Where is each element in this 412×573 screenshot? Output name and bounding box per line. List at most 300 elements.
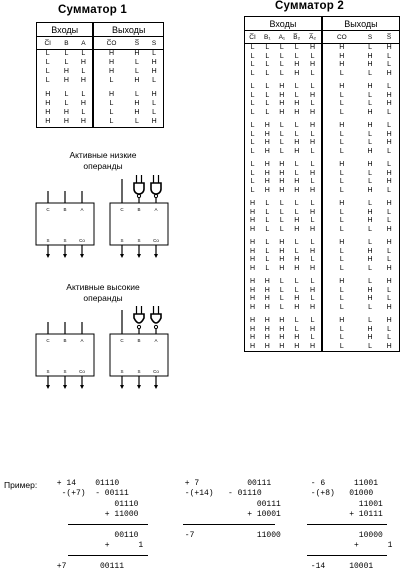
- gate-icon: [134, 314, 144, 323]
- table-cell: L: [265, 61, 270, 68]
- table-cell: L: [322, 170, 361, 179]
- arrow-icon: [63, 385, 67, 389]
- table-row: [245, 326, 400, 335]
- table-cell: L: [279, 139, 284, 146]
- table-cell: H: [250, 247, 256, 255]
- table-row: [245, 122, 400, 131]
- table-cell: L: [310, 217, 315, 224]
- table-cell: H: [294, 69, 300, 77]
- table-cell: L: [265, 100, 270, 107]
- example-line: -(+7) - 00111: [52, 489, 129, 499]
- table-cell: L: [322, 217, 361, 226]
- table-cell: H: [279, 169, 285, 177]
- table-cell: H: [310, 44, 316, 51]
- table-cell: L: [81, 109, 86, 116]
- table-cell: L: [279, 52, 284, 60]
- table-cell: H: [264, 286, 270, 294]
- table-cell: L: [279, 147, 284, 155]
- table-cell: L: [45, 50, 50, 57]
- example-column-2: [180, 479, 281, 541]
- table-cell: H: [367, 325, 373, 333]
- adder1-inputs-header: Входы: [37, 23, 94, 37]
- example-line: [52, 552, 143, 562]
- table-row: [245, 178, 400, 187]
- table-cell: H: [386, 178, 392, 185]
- table-cell: H: [264, 178, 270, 185]
- table-cell: H: [250, 317, 256, 324]
- adder2-inputs-header: Входы: [245, 17, 322, 31]
- table-cell: L: [64, 59, 69, 66]
- table-cell: L: [250, 52, 255, 60]
- table-cell: H: [63, 68, 69, 75]
- table-cell: H: [310, 122, 316, 129]
- chip-pin-label: S: [137, 238, 141, 243]
- table-cell: H: [310, 208, 316, 216]
- table-cell: H: [367, 161, 373, 168]
- table-cell: L: [310, 256, 315, 263]
- table-cell: H: [386, 342, 392, 350]
- arrow-icon: [63, 254, 67, 258]
- table-cell: H: [322, 61, 361, 70]
- table-row: [245, 131, 400, 140]
- table-row: [245, 256, 400, 265]
- table-cell: H: [63, 109, 69, 116]
- table-cell: H: [310, 139, 316, 146]
- table-cell: L: [387, 161, 392, 168]
- arrow-icon: [137, 254, 141, 258]
- table-cell: L: [368, 317, 372, 324]
- table-cell: H: [279, 100, 285, 107]
- table-cell: L: [294, 122, 299, 129]
- table-row: [37, 68, 164, 77]
- table-cell: H: [294, 334, 300, 341]
- table-cell: L: [294, 247, 299, 255]
- table-cell: L: [250, 169, 255, 177]
- table-cell: L: [152, 77, 157, 84]
- table-cell: H: [279, 178, 285, 185]
- table-cell: H: [151, 59, 157, 66]
- table-cell: L: [387, 186, 392, 194]
- table-cell: L: [322, 304, 361, 318]
- table-cell: L: [265, 108, 270, 116]
- table-cell: H: [367, 256, 373, 263]
- table-row: [37, 59, 164, 68]
- active-low-circuit: [30, 175, 180, 270]
- table-cell: H: [264, 317, 270, 324]
- table-cell: L: [322, 139, 361, 148]
- table-cell: H: [45, 100, 51, 107]
- table-cell: L: [322, 100, 361, 109]
- table-cell: H: [93, 59, 128, 68]
- active-high-circuit: [30, 306, 180, 401]
- table-cell: L: [294, 286, 299, 294]
- example-column-1: [52, 479, 143, 573]
- table-row: [245, 61, 400, 70]
- arrow-icon: [120, 254, 124, 258]
- example-line: 10000: [306, 531, 383, 541]
- table-cell: L: [294, 317, 299, 324]
- table-cell: H: [367, 295, 373, 302]
- table-cell: H: [322, 278, 361, 287]
- table-cell: H: [279, 325, 285, 333]
- table-row: [245, 187, 400, 201]
- table-cell: L: [265, 44, 270, 51]
- table-cell: H: [322, 239, 361, 248]
- table-cell: H: [294, 256, 300, 263]
- table-cell: H: [294, 186, 300, 194]
- adder1-column-header: A: [74, 37, 93, 50]
- table-row: [245, 248, 400, 257]
- table-cell: L: [368, 130, 372, 138]
- table-cell: L: [322, 131, 361, 140]
- table-cell: L: [322, 287, 361, 296]
- table-cell: H: [386, 69, 392, 77]
- table-cell: L: [322, 248, 361, 257]
- table-cell: L: [294, 239, 299, 246]
- table-cell: H: [322, 44, 361, 53]
- table-row: [245, 100, 400, 109]
- table-cell: L: [368, 178, 372, 185]
- table-cell: L: [279, 208, 284, 216]
- table-cell: L: [387, 208, 392, 216]
- table-cell: L: [368, 91, 372, 99]
- adder1-outputs-header: Выходы: [93, 23, 163, 37]
- table-row: [245, 83, 400, 92]
- table-cell: L: [250, 91, 255, 99]
- table-cell: L: [250, 130, 255, 138]
- table-row: [37, 91, 164, 100]
- table-cell: H: [310, 286, 316, 294]
- table-cell: L: [93, 118, 128, 128]
- table-cell: L: [265, 91, 270, 99]
- table-cell: L: [134, 68, 139, 75]
- table-cell: L: [134, 91, 139, 98]
- table-cell: L: [310, 161, 315, 168]
- table-cell: H: [250, 208, 256, 216]
- table-cell: L: [265, 217, 270, 224]
- chip-pin-label: A: [154, 207, 158, 212]
- table-cell: H: [294, 264, 300, 272]
- table-row: [245, 170, 400, 179]
- table-row: [245, 92, 400, 101]
- example-line: -(+14) - 01110: [180, 489, 262, 499]
- table-cell: H: [93, 68, 128, 77]
- example-line: + 1: [306, 541, 393, 551]
- table-cell: L: [265, 69, 270, 77]
- table-cell: H: [250, 286, 256, 294]
- table-cell: L: [294, 161, 299, 168]
- table-cell: L: [322, 343, 361, 352]
- table-cell: H: [279, 334, 285, 341]
- adder2-column-header: B₁: [260, 31, 275, 44]
- table-cell: L: [387, 52, 392, 60]
- table-row: [245, 304, 400, 318]
- table-cell: L: [279, 44, 284, 51]
- chip-pin-label: C: [120, 207, 124, 212]
- table-cell: L: [368, 139, 372, 146]
- table-cell: L: [81, 50, 86, 57]
- table-cell: H: [250, 256, 256, 263]
- table-cell: H: [250, 264, 256, 272]
- example-label: Пример:: [4, 480, 38, 490]
- example-line: -14 10001: [306, 562, 374, 572]
- inversion-bubble-icon: [154, 325, 157, 328]
- example-line: + 7 00111: [180, 479, 272, 488]
- table-cell: L: [265, 225, 270, 233]
- table-row: [245, 226, 400, 240]
- table-cell: H: [264, 334, 270, 341]
- table-cell: H: [264, 147, 270, 155]
- table-cell: L: [250, 147, 255, 155]
- table-cell: L: [368, 44, 372, 51]
- table-cell: H: [322, 53, 361, 62]
- table-cell: H: [264, 295, 270, 302]
- arrow-icon: [46, 385, 50, 389]
- table-cell: H: [367, 217, 373, 224]
- table-cell: L: [310, 147, 315, 155]
- table-row: [245, 287, 400, 296]
- table-cell: L: [387, 61, 392, 68]
- table-cell: L: [368, 278, 372, 285]
- table-cell: H: [250, 278, 256, 285]
- table-cell: L: [322, 70, 361, 84]
- adder2-column-header: S: [361, 31, 379, 44]
- table-cell: L: [279, 295, 284, 302]
- chip-pin-label: S: [137, 369, 141, 374]
- example-column-3: [306, 479, 392, 573]
- table-row: [245, 44, 400, 53]
- table-cell: L: [294, 325, 299, 333]
- chip-pin-label: A: [80, 207, 84, 212]
- table-cell: L: [93, 77, 128, 91]
- table-cell: L: [322, 265, 361, 279]
- table-cell: L: [368, 225, 372, 233]
- table-cell: H: [310, 342, 316, 350]
- table-cell: L: [279, 61, 284, 68]
- table-cell: H: [279, 264, 285, 272]
- table-cell: L: [368, 100, 372, 107]
- table-cell: H: [367, 122, 373, 129]
- table-cell: H: [250, 303, 256, 311]
- chip-pin-label: Co: [79, 238, 85, 243]
- table-cell: H: [80, 100, 86, 107]
- table-row: [37, 109, 164, 118]
- active-low-caption: [48, 150, 158, 172]
- table-cell: H: [310, 169, 316, 177]
- table-cell: L: [387, 247, 392, 255]
- table-row: [245, 317, 400, 326]
- inversion-bubble-icon: [154, 194, 157, 197]
- table-cell: L: [279, 122, 284, 129]
- table-cell: L: [387, 217, 392, 224]
- arrow-icon: [46, 254, 50, 258]
- example-line: + 14 01110: [52, 479, 120, 488]
- table-cell: L: [387, 256, 392, 263]
- table-cell: L: [310, 317, 315, 324]
- chip-pin-label: B: [63, 207, 67, 212]
- table-cell: H: [310, 186, 316, 194]
- example-line: + 10111: [306, 510, 383, 520]
- table-cell: H: [310, 108, 316, 116]
- table-row: [37, 50, 164, 60]
- table-cell: L: [279, 130, 284, 138]
- table-cell: L: [310, 200, 315, 207]
- table-cell: L: [265, 52, 270, 60]
- example-line: +7 00111: [52, 562, 125, 572]
- table-cell: H: [264, 161, 270, 168]
- table-cell: L: [294, 83, 299, 90]
- chip-pin-label: S: [63, 369, 67, 374]
- table-cell: L: [265, 239, 270, 246]
- table-cell: H: [134, 100, 140, 107]
- chip-pin-label: C: [46, 338, 50, 343]
- example-line: -7 11000: [180, 531, 281, 541]
- table-cell: L: [45, 68, 50, 75]
- gate-icon: [151, 314, 161, 323]
- table-cell: L: [64, 100, 69, 107]
- chip-pin-label: B: [63, 338, 67, 343]
- table-row: [245, 209, 400, 218]
- example-rule: [307, 524, 387, 525]
- table-row: [245, 278, 400, 287]
- inversion-bubble-icon: [137, 325, 140, 328]
- table-cell: L: [387, 122, 392, 129]
- adder1-column-header: B: [58, 37, 74, 50]
- table-cell: H: [264, 169, 270, 177]
- table-cell: H: [279, 342, 285, 350]
- table-cell: L: [279, 217, 284, 224]
- table-cell: L: [310, 100, 315, 107]
- table-cell: H: [386, 225, 392, 233]
- table-cell: L: [322, 109, 361, 123]
- table-cell: L: [322, 295, 361, 304]
- table-cell: H: [386, 264, 392, 272]
- table-cell: H: [250, 217, 256, 224]
- active-high-caption-line1: Активные высокие: [66, 282, 140, 292]
- table-cell: L: [294, 44, 299, 51]
- table-cell: L: [279, 225, 284, 233]
- chip-pin-label: S: [46, 238, 50, 243]
- table-cell: H: [294, 147, 300, 155]
- table-cell: H: [322, 122, 361, 131]
- example-line: 11001: [306, 499, 383, 509]
- table-cell: H: [386, 303, 392, 311]
- table-cell: L: [310, 295, 315, 302]
- adder2-column-header: A̅₂: [304, 31, 321, 44]
- table-cell: H: [264, 325, 270, 333]
- table-cell: L: [368, 69, 372, 77]
- table-cell: H: [310, 247, 316, 255]
- table-row: [245, 70, 400, 84]
- table-cell: H: [386, 200, 392, 207]
- table-cell: H: [264, 139, 270, 146]
- chip-pin-label: S: [120, 238, 124, 243]
- example-line: [180, 521, 281, 531]
- table-cell: H: [250, 239, 256, 246]
- example-rule: [183, 524, 275, 525]
- table-cell: L: [279, 286, 284, 294]
- chip-pin-label: A: [80, 338, 84, 343]
- table-row: [245, 334, 400, 343]
- table-cell: H: [134, 77, 140, 84]
- table-cell: H: [45, 118, 51, 125]
- chip-pin-label: Co: [153, 238, 159, 243]
- table-cell: L: [310, 239, 315, 246]
- table-cell: H: [322, 200, 361, 209]
- table-cell: H: [367, 208, 373, 216]
- table-row: [245, 239, 400, 248]
- chip-pin-label: C: [46, 207, 50, 212]
- table-cell: H: [367, 83, 373, 90]
- table-cell: L: [81, 91, 86, 98]
- table-row: [245, 200, 400, 209]
- table-cell: H: [250, 342, 256, 350]
- adder1-truth-table: [36, 22, 164, 128]
- table-cell: H: [264, 130, 270, 138]
- example-line: [306, 521, 392, 531]
- table-cell: L: [322, 209, 361, 218]
- table-cell: L: [279, 200, 284, 207]
- table-cell: L: [250, 69, 255, 77]
- table-cell: H: [367, 186, 373, 194]
- arrow-icon: [154, 254, 158, 258]
- example-rule: [68, 555, 148, 556]
- chip-pin-label: S: [63, 238, 67, 243]
- table-cell: L: [387, 325, 392, 333]
- chip-pin-label: S: [46, 369, 50, 374]
- table-cell: L: [387, 286, 392, 294]
- table-cell: L: [93, 100, 128, 109]
- table-cell: L: [310, 178, 315, 185]
- table-cell: L: [279, 69, 284, 77]
- chip-pin-label: C: [120, 338, 124, 343]
- table-cell: L: [134, 118, 139, 125]
- example-rule: [68, 524, 148, 525]
- table-cell: L: [250, 108, 255, 116]
- table-cell: H: [294, 225, 300, 233]
- table-cell: L: [265, 83, 270, 90]
- chip-pin-label: A: [154, 338, 158, 343]
- table-cell: L: [64, 50, 69, 57]
- table-cell: H: [294, 217, 300, 224]
- active-low-caption-line1: Активные низкие: [69, 150, 137, 160]
- active-low-caption-line2: операнды: [83, 161, 123, 171]
- table-cell: H: [250, 334, 256, 341]
- table-cell: L: [387, 83, 392, 90]
- table-cell: L: [152, 109, 157, 116]
- table-cell: L: [387, 334, 392, 341]
- table-cell: L: [250, 100, 255, 107]
- table-cell: L: [368, 342, 372, 350]
- table-cell: L: [322, 334, 361, 343]
- table-cell: L: [310, 278, 315, 285]
- table-row: [245, 161, 400, 170]
- table-cell: L: [322, 226, 361, 240]
- table-cell: H: [294, 178, 300, 185]
- table-cell: H: [134, 50, 140, 57]
- adder1-column-header: S̅: [129, 37, 146, 50]
- table-cell: L: [250, 161, 255, 168]
- table-cell: L: [265, 256, 270, 263]
- table-cell: L: [64, 91, 69, 98]
- table-cell: L: [250, 178, 255, 185]
- table-cell: L: [81, 68, 86, 75]
- table-cell: L: [45, 59, 50, 66]
- table-cell: L: [294, 52, 299, 60]
- table-cell: H: [367, 286, 373, 294]
- table-cell: L: [265, 264, 270, 272]
- table-cell: L: [265, 208, 270, 216]
